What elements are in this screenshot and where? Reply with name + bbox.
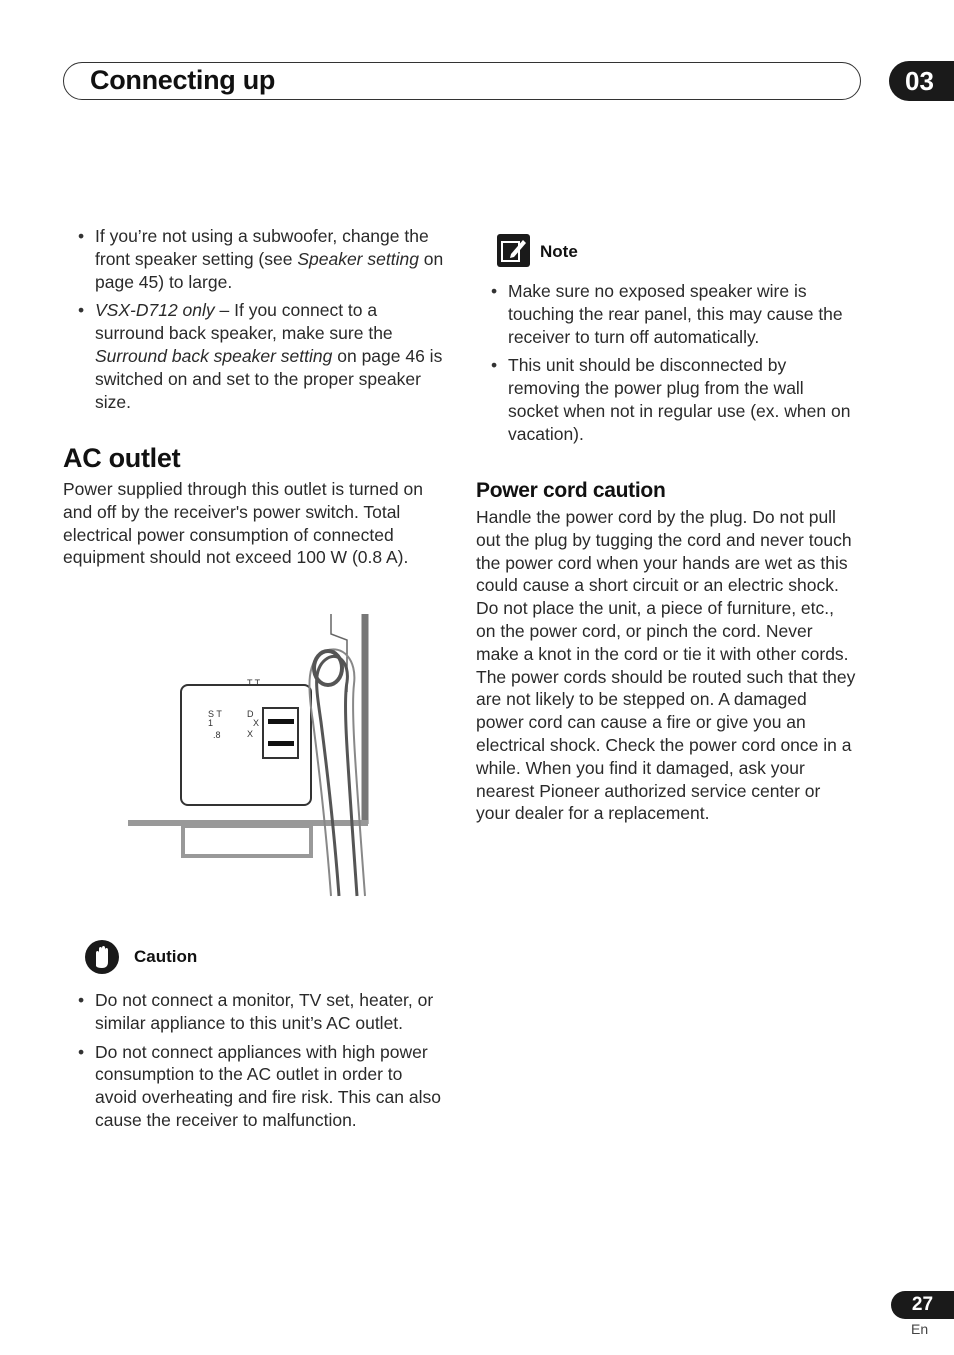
pencil-note-icon — [497, 234, 530, 267]
caution-list — [75, 989, 445, 1138]
list-item: • VSX-D712 only – If you connect to a surround back speaker, make sure the Surround back speaker setting on page 46 is switched on and set to the proper speaker size. — [75, 299, 445, 413]
diagram-label: T T — [247, 678, 261, 688]
list-item: • Do not connect a monitor, TV set, heater, or similar appliance to this unit’s AC outlet. — [75, 989, 445, 1035]
socket-slot — [268, 741, 294, 746]
diagram-label: S T — [208, 709, 222, 719]
power-cord-paragraph: Handle the power cord by the plug. Do not pull out the plug by tugging the cord and never touch the power cord when your hands are wet as this could cause a short circuit or an electric shock. Do not place the unit, a piece of furniture, etc., on the power cord, or pinch the cord. Never make a knot in the cord or tie it with other cords. The power cords should be routed such that they are not likely to be stepped on. A damaged power cord can cause a fire or give you an electrical shock. Check the power cord once in a while. When you find it damaged, ask your nearest Pioneer authorized service center or your dealer for a replacement. — [476, 507, 856, 824]
list-item: • If you’re not using a subwoofer, change the front speaker setting (see Speaker setting on page 45) to large. — [75, 225, 445, 293]
panel-foot — [183, 826, 311, 856]
diagram-label: .8 — [213, 730, 221, 740]
page-number: 27 — [891, 1291, 954, 1319]
ac-outlet-heading: AC outlet — [63, 443, 181, 473]
socket-slot — [268, 719, 294, 724]
power-cord — [317, 656, 357, 896]
note-list — [488, 280, 858, 452]
header-bar — [63, 62, 861, 100]
diagram-label: X — [253, 718, 260, 728]
outlet-socket — [263, 708, 298, 758]
list-item: • Do not connect appliances with high power consumption to the AC outlet in order to avoid overheating and fire risk. This can also cause the receiver to malfunction. — [75, 1041, 445, 1132]
page-title: Connecting up — [90, 65, 276, 95]
speaker-notes-list — [75, 225, 445, 419]
diagram-label: 1 — [208, 718, 214, 728]
chapter-badge: 03 — [889, 61, 954, 101]
list-item: • This unit should be disconnected by removing the power plug from the wall socket when not in regular use (ex. when on vacation). — [488, 354, 858, 445]
ac-outlet-diagram — [125, 612, 375, 902]
diagram-label: D — [247, 709, 254, 719]
language-label: En — [911, 1321, 929, 1337]
hand-stop-icon — [85, 940, 119, 974]
list-item: • Make sure no exposed speaker wire is touching the rear panel, this may cause the receiver to turn off automatically. — [488, 280, 858, 348]
note-label: Note — [540, 242, 578, 261]
caution-label: Caution — [134, 947, 198, 966]
diagram-label: X — [247, 729, 254, 739]
power-cord-heading: Power cord caution — [476, 479, 666, 502]
ac-outlet-paragraph: Power supplied through this outlet is turned on and off by the receiver's power switch. Total electrical power consumption of connected equipment should not exceed 100 W (0.8 A). — [63, 479, 423, 568]
